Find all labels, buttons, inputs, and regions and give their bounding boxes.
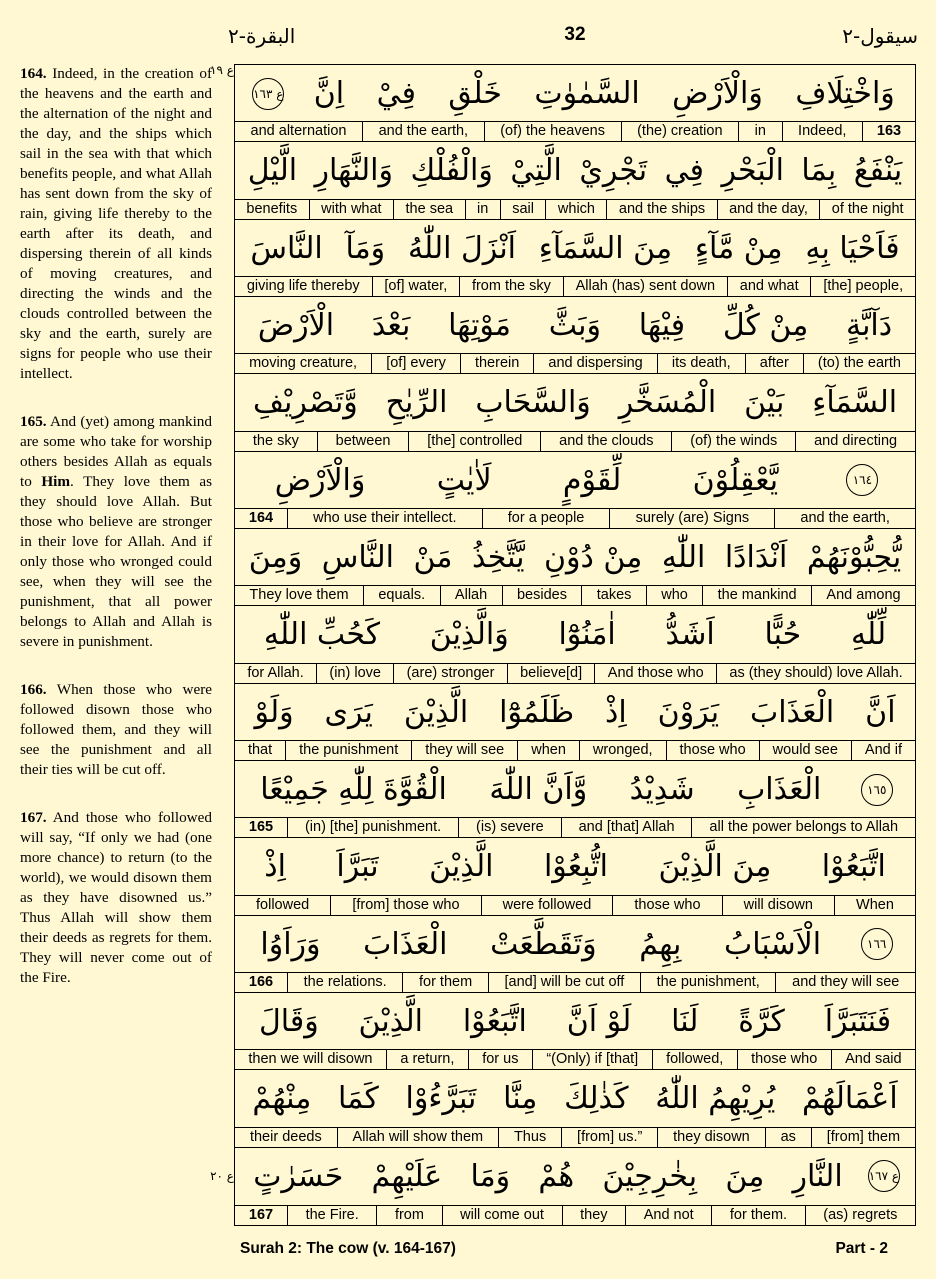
arabic-word: اتُّبِعُوْا bbox=[543, 849, 608, 885]
arabic-word: لَوْ اَنَّ bbox=[566, 1004, 632, 1040]
english-gloss: (the) creation bbox=[621, 122, 739, 141]
arabic-word: الْاَرْضَ bbox=[257, 308, 335, 344]
english-gloss: the punishment bbox=[285, 741, 411, 760]
arabic-word: الْعَذَابَ bbox=[749, 694, 835, 730]
english-gloss: and dispersing bbox=[533, 354, 656, 373]
english-gloss-line bbox=[235, 740, 915, 760]
english-gloss-line bbox=[235, 508, 915, 528]
arabic-line bbox=[239, 838, 911, 895]
english-gloss: sail bbox=[500, 200, 546, 219]
english-gloss: moving creature, bbox=[249, 355, 358, 372]
arabic-line bbox=[239, 220, 911, 277]
arabic-line bbox=[239, 529, 911, 586]
english-gloss: who use their intellect. bbox=[287, 509, 482, 528]
arabic-word: اٰمَنُوْٓا bbox=[558, 617, 616, 653]
arabic-word: السَّمَآءِ bbox=[812, 385, 898, 421]
arabic-word: خَلْقِ bbox=[448, 76, 502, 112]
english-gloss: their deeds bbox=[249, 1128, 322, 1145]
arabic-word: مِنَ bbox=[725, 1158, 765, 1194]
arabic-word: اِذْ bbox=[264, 849, 286, 885]
arabic-word: وَالسَّحَابِ bbox=[475, 385, 591, 421]
english-gloss: which bbox=[545, 200, 606, 219]
juz-header: سيقول-٢ bbox=[842, 24, 918, 48]
arabic-word: اللّٰهِ bbox=[661, 540, 706, 576]
arabic-word: حَسَرٰتٍ bbox=[253, 1158, 344, 1194]
ruku-mark-1: ع ١٩ bbox=[210, 63, 234, 77]
arabic-word: الْعَذَابَ bbox=[363, 926, 448, 962]
arabic-word: النَّاسِ bbox=[321, 540, 395, 576]
arabic-word: الرِّيٰحِ bbox=[385, 385, 448, 421]
english-gloss: those who bbox=[737, 1050, 831, 1069]
english-gloss: and directing bbox=[795, 432, 915, 451]
english-gloss: that bbox=[247, 741, 273, 758]
grid-row bbox=[235, 65, 915, 142]
grid-row bbox=[235, 993, 915, 1070]
arabic-line bbox=[239, 374, 911, 431]
arabic-word: اَنَّ bbox=[865, 694, 896, 730]
english-gloss: takes bbox=[581, 586, 645, 605]
verse-number: 165. bbox=[20, 413, 47, 430]
arabic-word: مِنْ مَّآءٍ bbox=[694, 230, 783, 266]
grid-row bbox=[235, 374, 915, 451]
page-number: 32 bbox=[564, 24, 586, 45]
ruku-mark-2: ع ٢٠ bbox=[210, 1169, 234, 1183]
english-gloss: who bbox=[646, 586, 702, 605]
english-gloss: (of) the winds bbox=[671, 432, 795, 451]
english-gloss: 167 bbox=[248, 1206, 274, 1223]
english-gloss: surely (are) Signs bbox=[609, 509, 774, 528]
english-gloss: from bbox=[376, 1206, 441, 1225]
english-gloss: from the sky bbox=[459, 277, 563, 296]
arabic-word: لَاٰيٰتٍ bbox=[436, 462, 492, 498]
arabic-word: وَالنَّهَارِ bbox=[314, 153, 394, 189]
arabic-word: اتَّبَعُوْا bbox=[462, 1004, 527, 1040]
word-by-word-grid bbox=[234, 64, 916, 1226]
english-gloss: were followed bbox=[481, 896, 613, 915]
verse-text: And those who followed will say, “If only we had (one more chance) to return (to the world), we would disown them as they have disowned us.” Thus Allah will show them their deeds as regrets for them. They will never come out of the Fire. bbox=[20, 809, 212, 986]
arabic-word: الَّذِيْنَ bbox=[429, 849, 494, 885]
english-gloss: “(Only) if [that] bbox=[532, 1050, 652, 1069]
verse-text: And (yet) among mankind are some who take for worship others besides Allah as equals to bbox=[20, 413, 212, 490]
arabic-word: لِّقَوْمٍ bbox=[562, 462, 622, 498]
verse-text: . They love them as they should love Allah. But those who believe are stronger in their love for Allah. And if only those who wronged could see, when they will see the punishment, that all power belongs to Allah and Allah is severe in punishment. bbox=[20, 473, 212, 650]
arabic-word: فَاَحْيَا بِهِ bbox=[805, 230, 900, 266]
english-gloss: in bbox=[738, 122, 781, 141]
arabic-word: يَرَوْنَ bbox=[657, 694, 720, 730]
grid-row bbox=[235, 916, 915, 993]
translation-verse bbox=[20, 64, 212, 384]
english-gloss: Thus bbox=[498, 1128, 561, 1147]
english-gloss: believe[d] bbox=[507, 664, 595, 683]
english-gloss: besides bbox=[502, 586, 582, 605]
verse-text: Indeed, in the creation of the heavens and the earth and the alternation of the night and the day, and the ships which sail in the sea with that which benefits people, and what Allah has sent down from the sky of rain, giving life thereby to the earth after its death, and dispersing therein of all kinds of moving creatures, and directing the winds and the clouds controlled between the sky and the earth, surely are signs for people who use their intellect. bbox=[20, 65, 212, 382]
arabic-word: الْاَسْبَابُ bbox=[724, 926, 822, 962]
grid-row bbox=[235, 142, 915, 219]
arabic-line bbox=[239, 452, 911, 509]
arabic-word: الْعَذَابِ bbox=[737, 772, 822, 808]
english-gloss: And among bbox=[811, 586, 915, 605]
arabic-word: اَنْزَلَ اللّٰهُ bbox=[407, 230, 517, 266]
arabic-line bbox=[239, 761, 911, 818]
arabic-word: الْقُوَّةَ لِلّٰهِ جَمِيْعًا bbox=[260, 772, 447, 808]
arabic-word: كَحُبِّ اللّٰهِ bbox=[263, 617, 381, 653]
english-gloss-line bbox=[235, 895, 915, 915]
arabic-word: فَنَتَبَرَّاَ bbox=[824, 1004, 892, 1040]
arabic-word: مِنْ دُوْنِ bbox=[543, 540, 643, 576]
english-gloss: 165 bbox=[248, 819, 274, 836]
arabic-line bbox=[239, 916, 911, 973]
english-gloss: those who bbox=[666, 741, 759, 760]
english-gloss: the relations. bbox=[287, 973, 402, 992]
english-gloss-line bbox=[235, 1205, 915, 1225]
arabic-word: مِنَّا bbox=[503, 1081, 538, 1117]
arabic-word: يَرَى bbox=[324, 694, 373, 730]
english-gloss: (in) [the] punishment. bbox=[287, 818, 458, 837]
english-gloss: (as) regrets bbox=[805, 1206, 915, 1225]
english-gloss: equals. bbox=[363, 586, 440, 605]
english-gloss: for us bbox=[468, 1050, 532, 1069]
ayah-end-icon: ع ١٦٣ bbox=[252, 78, 284, 110]
english-gloss-line bbox=[235, 199, 915, 219]
arabic-line bbox=[239, 993, 911, 1050]
arabic-word: بِخٰرِجِيْنَ bbox=[602, 1158, 698, 1194]
english-gloss: (is) severe bbox=[458, 818, 561, 837]
arabic-word: يَنْفَعُ bbox=[853, 153, 903, 189]
grid-row bbox=[235, 220, 915, 297]
english-gloss: [from] those who bbox=[330, 896, 480, 915]
ayah-end-icon: ١٦٦ bbox=[861, 928, 893, 960]
arabic-word: اتَّبَعُوْا bbox=[821, 849, 886, 885]
verse-number: 164. bbox=[20, 65, 47, 82]
english-gloss: (to) the earth bbox=[803, 354, 915, 373]
english-gloss: its death, bbox=[657, 354, 745, 373]
english-gloss: a return, bbox=[386, 1050, 468, 1069]
english-gloss: [of] every bbox=[371, 354, 460, 373]
english-gloss: followed, bbox=[652, 1050, 737, 1069]
arabic-word: وَّاَنَّ اللّٰهَ bbox=[489, 772, 588, 808]
english-gloss: and what bbox=[727, 277, 811, 296]
english-gloss: [and] will be cut off bbox=[488, 973, 640, 992]
arabic-word: الْمُسَخَّرِ bbox=[618, 385, 717, 421]
footer-part: Part - 2 bbox=[835, 1240, 888, 1257]
english-gloss: [from] them bbox=[811, 1128, 915, 1147]
english-gloss: as (they should) love Allah. bbox=[716, 664, 915, 683]
arabic-word: الَّذِيْنَ bbox=[358, 1004, 423, 1040]
arabic-word: اِنَّ bbox=[313, 76, 345, 112]
arabic-word: مِنْهُمْ bbox=[252, 1081, 312, 1117]
translation-verse bbox=[20, 412, 212, 652]
grid-row bbox=[235, 529, 915, 606]
english-gloss: giving life thereby bbox=[246, 277, 360, 294]
arabic-word: اَعْمَالَهُمْ bbox=[802, 1081, 898, 1117]
english-gloss-line bbox=[235, 431, 915, 451]
english-gloss: in bbox=[465, 200, 500, 219]
arabic-word: كَمَا bbox=[338, 1081, 379, 1117]
arabic-word: الَّيْلِ bbox=[247, 153, 298, 189]
arabic-line bbox=[239, 606, 911, 663]
english-gloss: they will see bbox=[411, 741, 517, 760]
english-gloss: then we will disown bbox=[248, 1051, 373, 1068]
verse-text: When those who were followed disown those who followed them, and they will see the punishment and all their ties will be cut off. bbox=[20, 681, 212, 778]
english-gloss: [of] water, bbox=[372, 277, 460, 296]
arabic-word: فِيْهَا bbox=[638, 308, 686, 344]
english-gloss: those who bbox=[612, 896, 721, 915]
arabic-word: يَّتَّخِذُ bbox=[471, 540, 525, 576]
english-gloss: And not bbox=[625, 1206, 711, 1225]
english-gloss: 164 bbox=[248, 509, 274, 526]
arabic-word: مِنْ كُلِّ bbox=[722, 308, 809, 344]
arabic-word: فِي bbox=[664, 153, 704, 189]
english-gloss: for Allah. bbox=[247, 664, 304, 681]
arabic-word: وَمَا bbox=[470, 1158, 511, 1194]
english-gloss-line bbox=[235, 817, 915, 837]
ayah-end-icon: ١٦٤ bbox=[846, 464, 878, 496]
arabic-word: الْبَحْرِ bbox=[721, 153, 784, 189]
arabic-line bbox=[239, 1070, 911, 1127]
arabic-word: اِذْ bbox=[605, 694, 627, 730]
english-gloss-line bbox=[235, 121, 915, 141]
translation-column bbox=[20, 64, 212, 988]
english-gloss: and alternation bbox=[250, 123, 347, 140]
english-gloss: [the] people, bbox=[810, 277, 915, 296]
arabic-word: وَتَقَطَّعَتْ bbox=[490, 926, 597, 962]
english-gloss: When bbox=[834, 896, 915, 915]
translation-verse bbox=[20, 680, 212, 780]
english-gloss: the sky bbox=[252, 432, 299, 449]
arabic-word: النَّارِ bbox=[792, 1158, 843, 1194]
arabic-word: النَّاسَ bbox=[250, 230, 323, 266]
arabic-word: الَّتِيْ bbox=[510, 153, 562, 189]
translation-verse bbox=[20, 808, 212, 988]
english-gloss: will come out bbox=[442, 1206, 562, 1225]
english-gloss: [from] us.” bbox=[561, 1128, 657, 1147]
arabic-line bbox=[239, 65, 911, 122]
english-gloss: as bbox=[765, 1128, 811, 1147]
english-gloss: all the power belongs to Allah bbox=[691, 818, 915, 837]
arabic-word: تَبَرَّاَ bbox=[336, 849, 379, 885]
english-gloss-line bbox=[235, 972, 915, 992]
english-gloss-line bbox=[235, 1049, 915, 1069]
arabic-word: السَّمٰوٰتِ bbox=[534, 76, 640, 112]
arabic-word: فِيْ bbox=[376, 76, 416, 112]
english-gloss: 163 bbox=[862, 122, 915, 141]
verse-emphasis: Him bbox=[41, 473, 71, 490]
english-gloss: after bbox=[745, 354, 803, 373]
english-gloss: [the] controlled bbox=[408, 432, 540, 451]
english-gloss: and the earth, bbox=[774, 509, 915, 528]
arabic-word: وَاخْتِلَافِ bbox=[795, 76, 895, 112]
english-gloss: And those who bbox=[594, 664, 716, 683]
arabic-word: بِمَا bbox=[801, 153, 837, 189]
english-gloss: wronged, bbox=[579, 741, 666, 760]
arabic-word: وَّتَصْرِيْفِ bbox=[252, 385, 358, 421]
arabic-word: تَجْرِيْ bbox=[579, 153, 648, 189]
english-gloss: the sea bbox=[393, 200, 465, 219]
arabic-word: وَالْفُلْكِ bbox=[410, 153, 493, 189]
english-gloss: And said bbox=[831, 1050, 915, 1069]
arabic-word: الَّذِيْنَ bbox=[403, 694, 469, 730]
arabic-word: وَرَاَوُا bbox=[260, 926, 321, 962]
arabic-word: وَمِنَ bbox=[248, 540, 303, 576]
english-gloss: Allah will show them bbox=[337, 1128, 498, 1147]
arabic-line bbox=[239, 1148, 911, 1205]
english-gloss: the mankind bbox=[702, 586, 811, 605]
grid-row bbox=[235, 606, 915, 683]
arabic-word: حُبًّا bbox=[764, 617, 802, 653]
verse-number: 166. bbox=[20, 681, 47, 698]
arabic-word: وَلَوْ bbox=[254, 694, 294, 730]
english-gloss-line bbox=[235, 663, 915, 683]
grid-row bbox=[235, 452, 915, 529]
arabic-word: وَالْاَرْضِ bbox=[274, 462, 366, 498]
surah-header: البقرة-٢ bbox=[228, 24, 296, 48]
ayah-end-icon: ع ١٦٧ bbox=[868, 1160, 900, 1192]
english-gloss: for a people bbox=[482, 509, 610, 528]
grid-row bbox=[235, 297, 915, 374]
grid-row bbox=[235, 1070, 915, 1147]
english-gloss: and [that] Allah bbox=[561, 818, 692, 837]
arabic-word: كَرَّةً bbox=[738, 1004, 785, 1040]
english-gloss: and they will see bbox=[775, 973, 915, 992]
english-gloss-line bbox=[235, 353, 915, 373]
arabic-word: يُّحِبُّوْنَهُمْ bbox=[806, 540, 902, 576]
english-gloss-line bbox=[235, 585, 915, 605]
english-gloss: therein bbox=[460, 354, 533, 373]
english-gloss: between bbox=[317, 432, 409, 451]
english-gloss: the punishment, bbox=[640, 973, 776, 992]
english-gloss: and the clouds bbox=[540, 432, 671, 451]
arabic-word: يَّعْقِلُوْنَ bbox=[692, 462, 779, 498]
arabic-word: وَالْاَرْضِ bbox=[672, 76, 763, 112]
arabic-word: مَنْ bbox=[413, 540, 453, 576]
arabic-word: وَالَّذِيْنَ bbox=[429, 617, 509, 653]
grid-row bbox=[235, 1148, 915, 1225]
english-gloss: (in) love bbox=[316, 664, 393, 683]
english-gloss: when bbox=[517, 741, 579, 760]
arabic-word: كَذٰلِكَ bbox=[564, 1081, 629, 1117]
english-gloss: Allah (has) sent down bbox=[563, 277, 727, 296]
english-gloss: would see bbox=[759, 741, 851, 760]
verse-number: 167. bbox=[20, 809, 47, 826]
arabic-word: لَنَا bbox=[671, 1004, 699, 1040]
footer-surah: Surah 2: The cow (v. 164-167) bbox=[240, 1240, 456, 1257]
english-gloss-line bbox=[235, 1127, 915, 1147]
arabic-word: دَآبَّةٍ bbox=[846, 308, 893, 344]
english-gloss: Allah bbox=[440, 586, 502, 605]
arabic-word: وَبَثَّ bbox=[548, 308, 602, 344]
grid-row bbox=[235, 684, 915, 761]
english-gloss: and the earth, bbox=[362, 122, 484, 141]
arabic-word: ظَلَمُوْٓا bbox=[499, 694, 575, 730]
arabic-word: بَيْنَ bbox=[744, 385, 785, 421]
english-gloss: will disown bbox=[722, 896, 834, 915]
arabic-word: اَشَدُّ bbox=[665, 617, 715, 653]
english-gloss: And if bbox=[851, 741, 915, 760]
arabic-word: وَقَالَ bbox=[258, 1004, 319, 1040]
arabic-word: هُمْ bbox=[538, 1158, 575, 1194]
arabic-word: بَعْدَ bbox=[371, 308, 411, 344]
arabic-word: عَلَيْهِمْ bbox=[371, 1158, 443, 1194]
grid-row bbox=[235, 761, 915, 838]
ayah-end-icon: ١٦٥ bbox=[861, 774, 893, 806]
arabic-word: مِنَ الَّذِيْنَ bbox=[658, 849, 772, 885]
arabic-word: بِهِمُ bbox=[639, 926, 682, 962]
english-gloss: benefits bbox=[246, 200, 298, 217]
english-gloss: and the day, bbox=[717, 200, 820, 219]
english-gloss: followed bbox=[256, 896, 310, 913]
arabic-line bbox=[239, 142, 911, 199]
english-gloss: the Fire. bbox=[287, 1206, 376, 1225]
arabic-word: لِّلّٰهِ bbox=[850, 617, 887, 653]
arabic-word: اَنْدَادًا bbox=[724, 540, 788, 576]
english-gloss: (of) the heavens bbox=[484, 122, 621, 141]
english-gloss: They love them bbox=[249, 587, 349, 604]
english-gloss: of the night bbox=[819, 200, 915, 219]
english-gloss: Indeed, bbox=[782, 122, 863, 141]
english-gloss: they bbox=[562, 1206, 626, 1225]
english-gloss: with what bbox=[309, 200, 393, 219]
english-gloss: for them bbox=[402, 973, 488, 992]
arabic-word: شَدِيْدُ bbox=[629, 772, 695, 808]
grid-row bbox=[235, 838, 915, 915]
english-gloss: and the ships bbox=[606, 200, 716, 219]
english-gloss: for them. bbox=[711, 1206, 804, 1225]
english-gloss-line bbox=[235, 276, 915, 296]
arabic-word: مَوْتِهَا bbox=[448, 308, 511, 344]
english-gloss: 166 bbox=[248, 973, 274, 990]
arabic-word: يُرِيْهِمُ اللّٰهُ bbox=[655, 1081, 776, 1117]
arabic-word: تَبَرَّءُوْا bbox=[405, 1081, 477, 1117]
arabic-line bbox=[239, 297, 911, 354]
english-gloss: they disown bbox=[657, 1128, 764, 1147]
arabic-word: وَمَآ bbox=[345, 230, 386, 266]
arabic-line bbox=[239, 684, 911, 741]
english-gloss: (are) stronger bbox=[393, 664, 506, 683]
arabic-word: مِنَ السَّمَآءِ bbox=[538, 230, 673, 266]
